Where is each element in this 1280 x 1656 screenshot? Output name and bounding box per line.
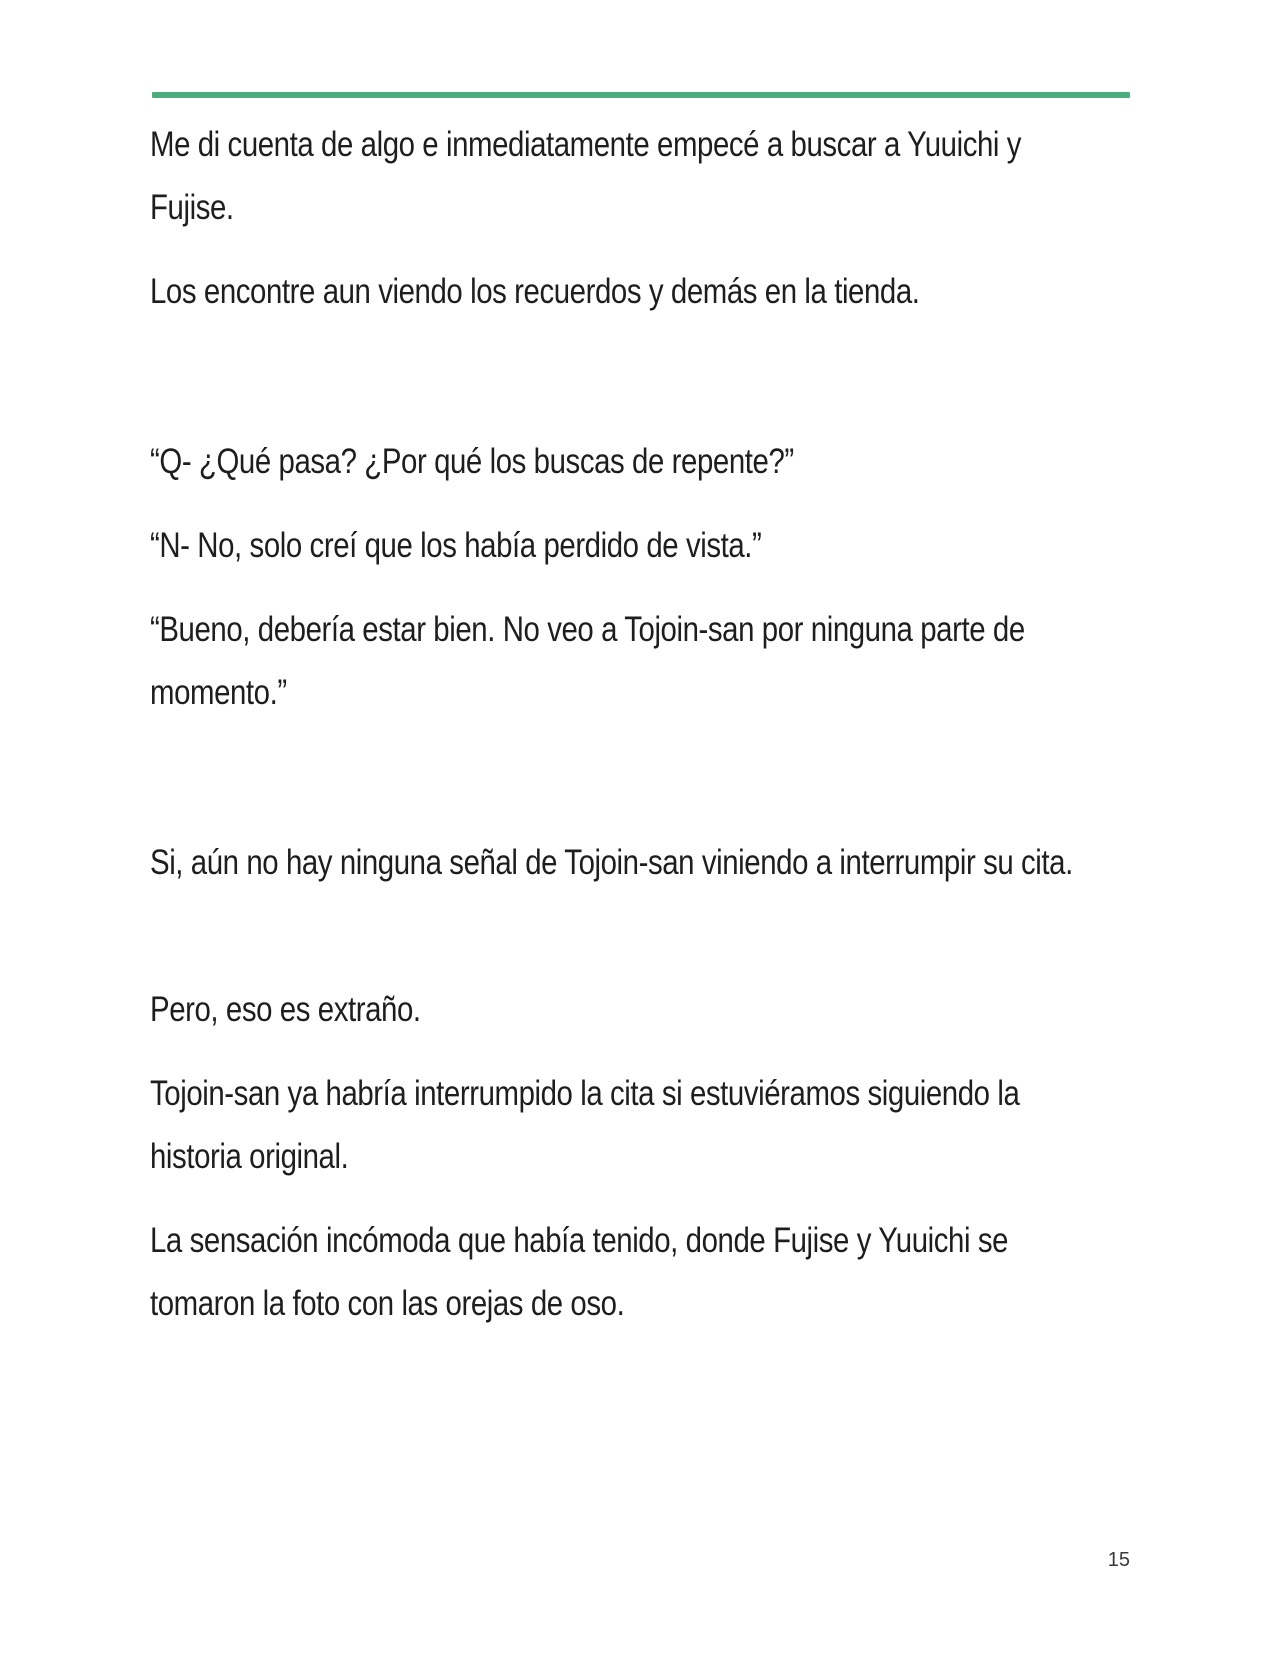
paragraph-6: La sensación incómoda que había tenido, donde Fujise y Yuuichi se tomaron la foto con las orejas de oso.: [150, 1221, 1009, 1323]
page-number: 15: [1107, 1549, 1130, 1571]
dialogue-line-3: “Bueno, debería estar bien. No veo a Tojoin-san por ninguna parte de momento.”: [150, 610, 1025, 712]
paragraph-3: Si, aún no hay ninguna señal de Tojoin-san viniendo a interrumpir su cita.: [150, 843, 1073, 882]
paragraph-4: Pero, eso es extraño.: [150, 990, 421, 1029]
dialogue-line-2: “N- No, solo creí que los había perdido de vista.”: [150, 526, 762, 565]
paragraph-1: Me di cuenta de algo e inmediatamente empecé a buscar a Yuuichi y Fujise.: [150, 125, 1022, 227]
dialogue-line-1: “Q- ¿Qué pasa? ¿Por qué los buscas de repente?”: [150, 442, 794, 481]
paragraph-5: Tojoin-san ya habría interrumpido la cita si estuviéramos siguiendo la historia original.: [150, 1074, 1020, 1176]
top-accent-rule: [152, 92, 1130, 98]
paragraph-2: Los encontre aun viendo los recuerdos y demás en la tienda.: [150, 272, 920, 311]
